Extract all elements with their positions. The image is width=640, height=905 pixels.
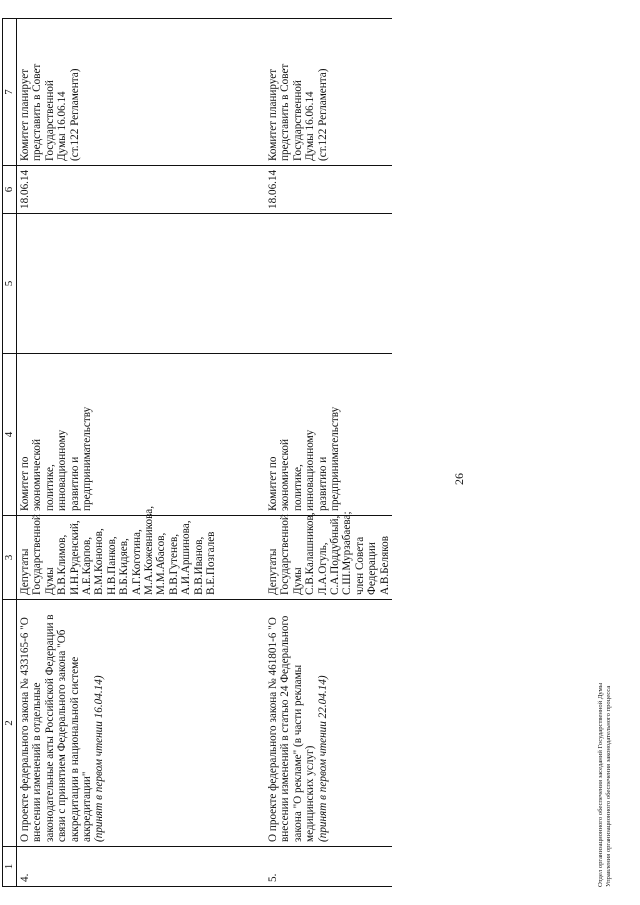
page-number: 26 [452,473,466,485]
header-col-5: 5 [3,214,17,354]
plan-cell: Комитет планирует представить в Совет Государственной Думы 16.06.14 (ст.122 Регламента) [17,19,246,166]
row-number: 4. [17,847,246,887]
row-number: 5. [245,847,392,887]
responsible-committee: Комитет по экономической политике, инновационному развитию и предпринимательству [17,354,246,516]
bill-cell [245,600,392,847]
header-col-3: 3 [3,516,17,600]
header-col-7: 7 [3,19,17,166]
col5-cell [245,214,392,354]
bill-status: (принят в первом чтении 16.04.14) [93,675,106,842]
bill-title: О проекте федерального закона № 461801-6 "О внесении изменений в статью 24 Федерального закона "О рекламе" (в части рекламы медицинских услуг) [267,615,317,842]
header-col-1: 1 [3,847,17,887]
header-col-4: 4 [3,354,17,516]
header-col-6: 6 [3,166,17,214]
table-header-row [3,19,17,887]
col5-cell [17,214,246,354]
responsible-committee: Комитет по экономической политике, инновационному развитию и предпринимательству [245,354,392,516]
footer-line-1: Отдел организационного обеспечения заседаний Государственной Думы [597,682,604,887]
bill-title: О проекте федерального закона № 433165-6 "О внесении изменений в отдельные законодательные акты Российской Федерации в связи с принятием Федерального закона "Об аккредитации в национальной системе аккредитации" [19,614,94,842]
plan-cell: Комитет планирует представить в Совет Государственной Думы 16.06.14 (ст.122 Регламента) [245,19,392,166]
table-row [245,19,392,887]
footer-note [597,683,613,887]
date-cell: 18.06.14 [245,166,392,214]
date-cell: 18.06.14 [17,166,246,214]
header-col-2: 2 [3,600,17,847]
bill-authors: Депутаты Государственной Думы С.В.Калашников, Л.А.Огуль, С.А.Поддубный, С.Ш.Мурзабаева; член Совета Федерации А.В.Беляков [245,516,392,600]
bill-authors: Депутаты Государственной Думы В.В.Климов, И.Н.Руденский, А.Е.Карпов, В.М.Кононов, Н.В.Панков, В.Б.Кидяев, А.Г.Коготина, М.А.Кожевникова, М.М.Абасов, В.В.Гутенев, А.И.Аршинова, В.В.Иванов, В.Е.Позгалев [17,516,246,600]
footer-line-2: Управления организационного обеспечения законодательного процесса [605,685,612,887]
bill-status: (принят в первом чтении 22.04.14) [316,675,329,842]
table-row [17,19,246,887]
bill-cell [17,600,246,847]
bills-table [2,18,392,887]
